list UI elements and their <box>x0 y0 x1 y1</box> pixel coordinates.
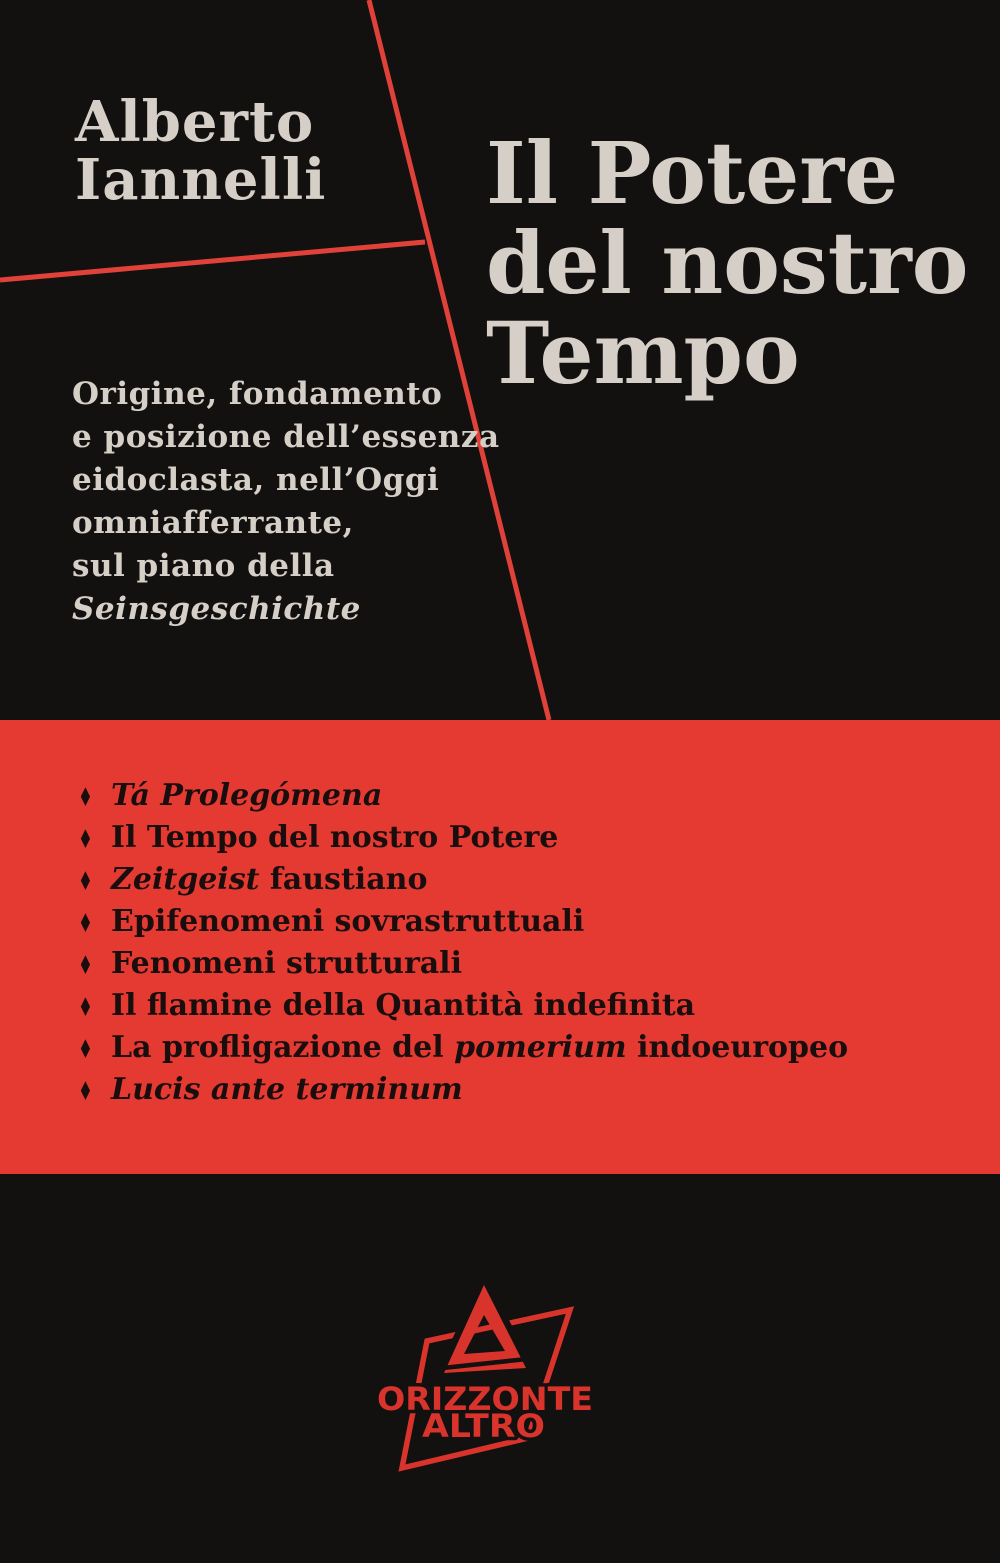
toc-item-label: Lucis ante terminum <box>111 1072 463 1107</box>
publisher-name-line1: ORIZZONTE <box>377 1380 593 1418</box>
diamond-bullet-icon: ♦ <box>78 867 93 897</box>
toc-item <box>78 817 848 859</box>
horizontal-line-icon <box>0 242 425 280</box>
diamond-bullet-icon: ♦ <box>78 783 93 813</box>
diamond-bullet-icon: ♦ <box>78 993 93 1023</box>
toc-item-label: Zeitgeist faustiano <box>111 862 428 897</box>
title-line-2: del nostro <box>486 214 969 314</box>
publisher-logo-graphic <box>340 1255 660 1495</box>
subtitle-line: eidoclasta, nell’Oggi <box>72 462 440 498</box>
diamond-bullet-icon: ♦ <box>78 1077 93 1107</box>
toc-item-label: Il Tempo del nostro Potere <box>111 820 559 855</box>
title-line-3: Tempo <box>486 304 800 404</box>
subtitle-line: Origine, fondamento <box>72 376 443 412</box>
toc-item-label: La profligazione del pomerium indoeuropeo <box>111 1030 849 1065</box>
publisher-logo <box>340 1255 660 1495</box>
subtitle-line-italic: Seinsgeschichte <box>72 591 361 627</box>
toc-item <box>78 943 848 985</box>
subtitle <box>72 373 500 631</box>
toc-item <box>78 901 848 943</box>
toc-item-label: Fenomeni strutturali <box>111 946 462 981</box>
toc-item <box>78 775 848 817</box>
author-line-2: Iannelli <box>75 147 327 213</box>
book-title <box>486 124 969 404</box>
subtitle-line: omniafferrante, <box>72 505 354 541</box>
author-name <box>75 89 327 213</box>
diamond-bullet-icon: ♦ <box>78 825 93 855</box>
diamond-bullet-icon: ♦ <box>78 1035 93 1065</box>
toc-item-label: Tá Prolegómena <box>111 778 383 813</box>
title-line-1: Il Potere <box>486 124 899 224</box>
toc-item-label: Epifenomeni sovrastruttuali <box>111 904 585 939</box>
diamond-bullet-icon: ♦ <box>78 909 93 939</box>
toc-item <box>78 1027 848 1069</box>
subtitle-line: sul piano della <box>72 548 335 584</box>
diamond-bullet-icon: ♦ <box>78 951 93 981</box>
toc-item <box>78 1069 848 1111</box>
author-line-1: Alberto <box>75 89 315 155</box>
subtitle-line: e posizione dell’essenza <box>72 419 500 455</box>
toc-item <box>78 985 848 1027</box>
publisher-name-line2: ALTRO <box>422 1407 545 1445</box>
toc-list <box>78 775 848 1111</box>
toc-item-label: Il flamine della Quantità indefinita <box>111 988 696 1023</box>
toc-item <box>78 859 848 901</box>
